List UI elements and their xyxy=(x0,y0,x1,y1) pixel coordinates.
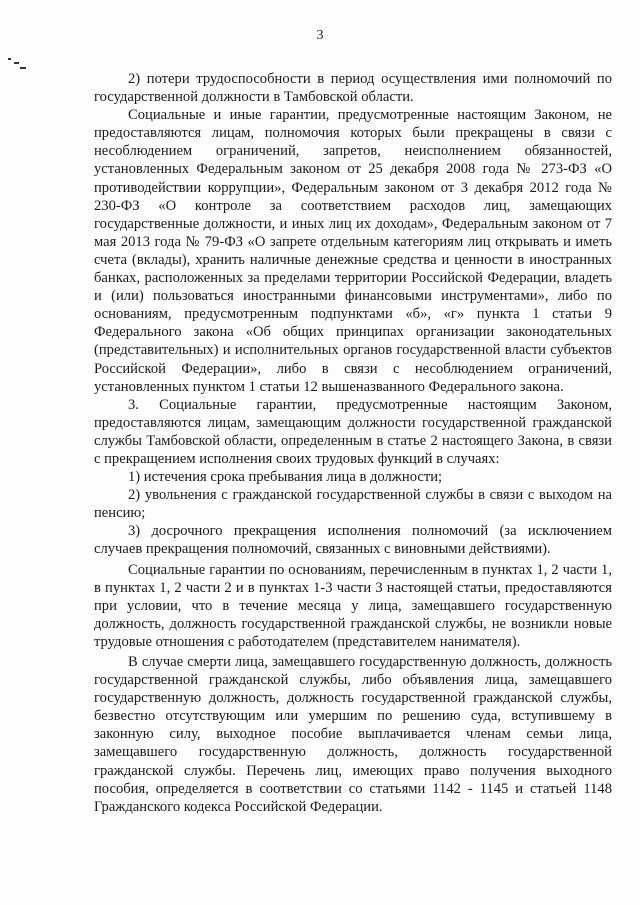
page-number: 3 xyxy=(316,28,324,43)
list-item-term-expiry: 1) истечения срока пребывания лица в должности; xyxy=(128,469,443,486)
paragraph-section-3: 3. Социальные гарантии, предусмотренные настоящим Законом, предоставляются лицам, замещающим должности государственной гражданской службы Тамбовской области, определенным в статье 2 настоящего Закона, в связи с прекращением исполнения своих трудовых функций в случаях: xyxy=(94,396,612,467)
scan-artifact xyxy=(14,62,19,64)
list-item-early-termination: 3) досрочного прекращения исполнения полномочий (за исключением случаев прекращения полномочий, связанных с виновными действиями). xyxy=(94,523,612,558)
paragraph-conditions: Социальные гарантии по основаниям, перечисленным в пунктах 1, 2 части 1, в пунктах 1, 2 части 2 и в пунктах 1-3 части 3 настоящей статьи, предоставляются при условии, что в течение месяца у лица, замещавшего государственную должность, должность государственной гражданской службы, не возникли новые трудовые отношения с работодателем (представителем нанимателя). xyxy=(94,561,612,650)
list-item-retirement: 2) увольнения с гражданской государственной службы в связи с выходом на пенсию; xyxy=(94,487,612,522)
paragraph-loss-of-capacity: 2) потери трудоспособности в период осуществления ими полномочий по государственной должности в Тамбовской области. xyxy=(94,71,612,106)
paragraph-death-case: В случае смерти лица, замещавшего государственную должность, должность государственной гражданской службы, либо объявления лица, замещавшего государственную должность, должность государственной гражданской службы, безвестно отсутствующим или умершим по решению суда, вступившему в законную силу, выходное пособие выплачивается членам семьи лица, замещавшего государственную должность, должность государственной гражданской службы. Перечень лиц, имеющих право получения выходного пособия, определяется в соответствии со статьями 1142 - 1145 и статьей 1148 Гражданского кодекса Российской Федерации. xyxy=(94,654,612,815)
paragraph-guarantees-not-provided: Социальные и иные гарантии, предусмотренные настоящим Законом, не предоставляются лицам, полномочия которых были прекращены в связи с несоблюдением ограничений, запретов, неисполнением обязанностей, установленных Федеральным законом от 25 декабря 2008 года № 273-ФЗ «О противодействии коррупции», Федеральным законом от 3 декабря 2012 года № 230-ФЗ «О контроле за соответствием расходов лиц, замещающих государственные должности, и иных лиц их доходам», Федеральным законом от 7 мая 2013 года № 79-ФЗ «О запрете отдельным категориям лиц открывать и иметь счета (вклады), хранить наличные денежные средства и ценности в иностранных банках, расположенных за пределами территории Российской Федерации, владеть и (или) пользоваться иностранными финансовыми инструментами», либо по основаниям, предусмотренным подпунктами «б», «г» пункта 1 статьи 9 Федерального закона «Об общих принципах организации законодательных (представительных) и исполнительных органов государственной власти субъектов Российской Федерации», либо в связи с несоблюдением ограничений, установленных пунктом 1 статьи 12 вышеназванного Федерального закона. xyxy=(94,107,612,395)
document-body xyxy=(94,70,612,816)
scan-artifact xyxy=(8,58,11,60)
scan-artifact xyxy=(20,67,26,69)
